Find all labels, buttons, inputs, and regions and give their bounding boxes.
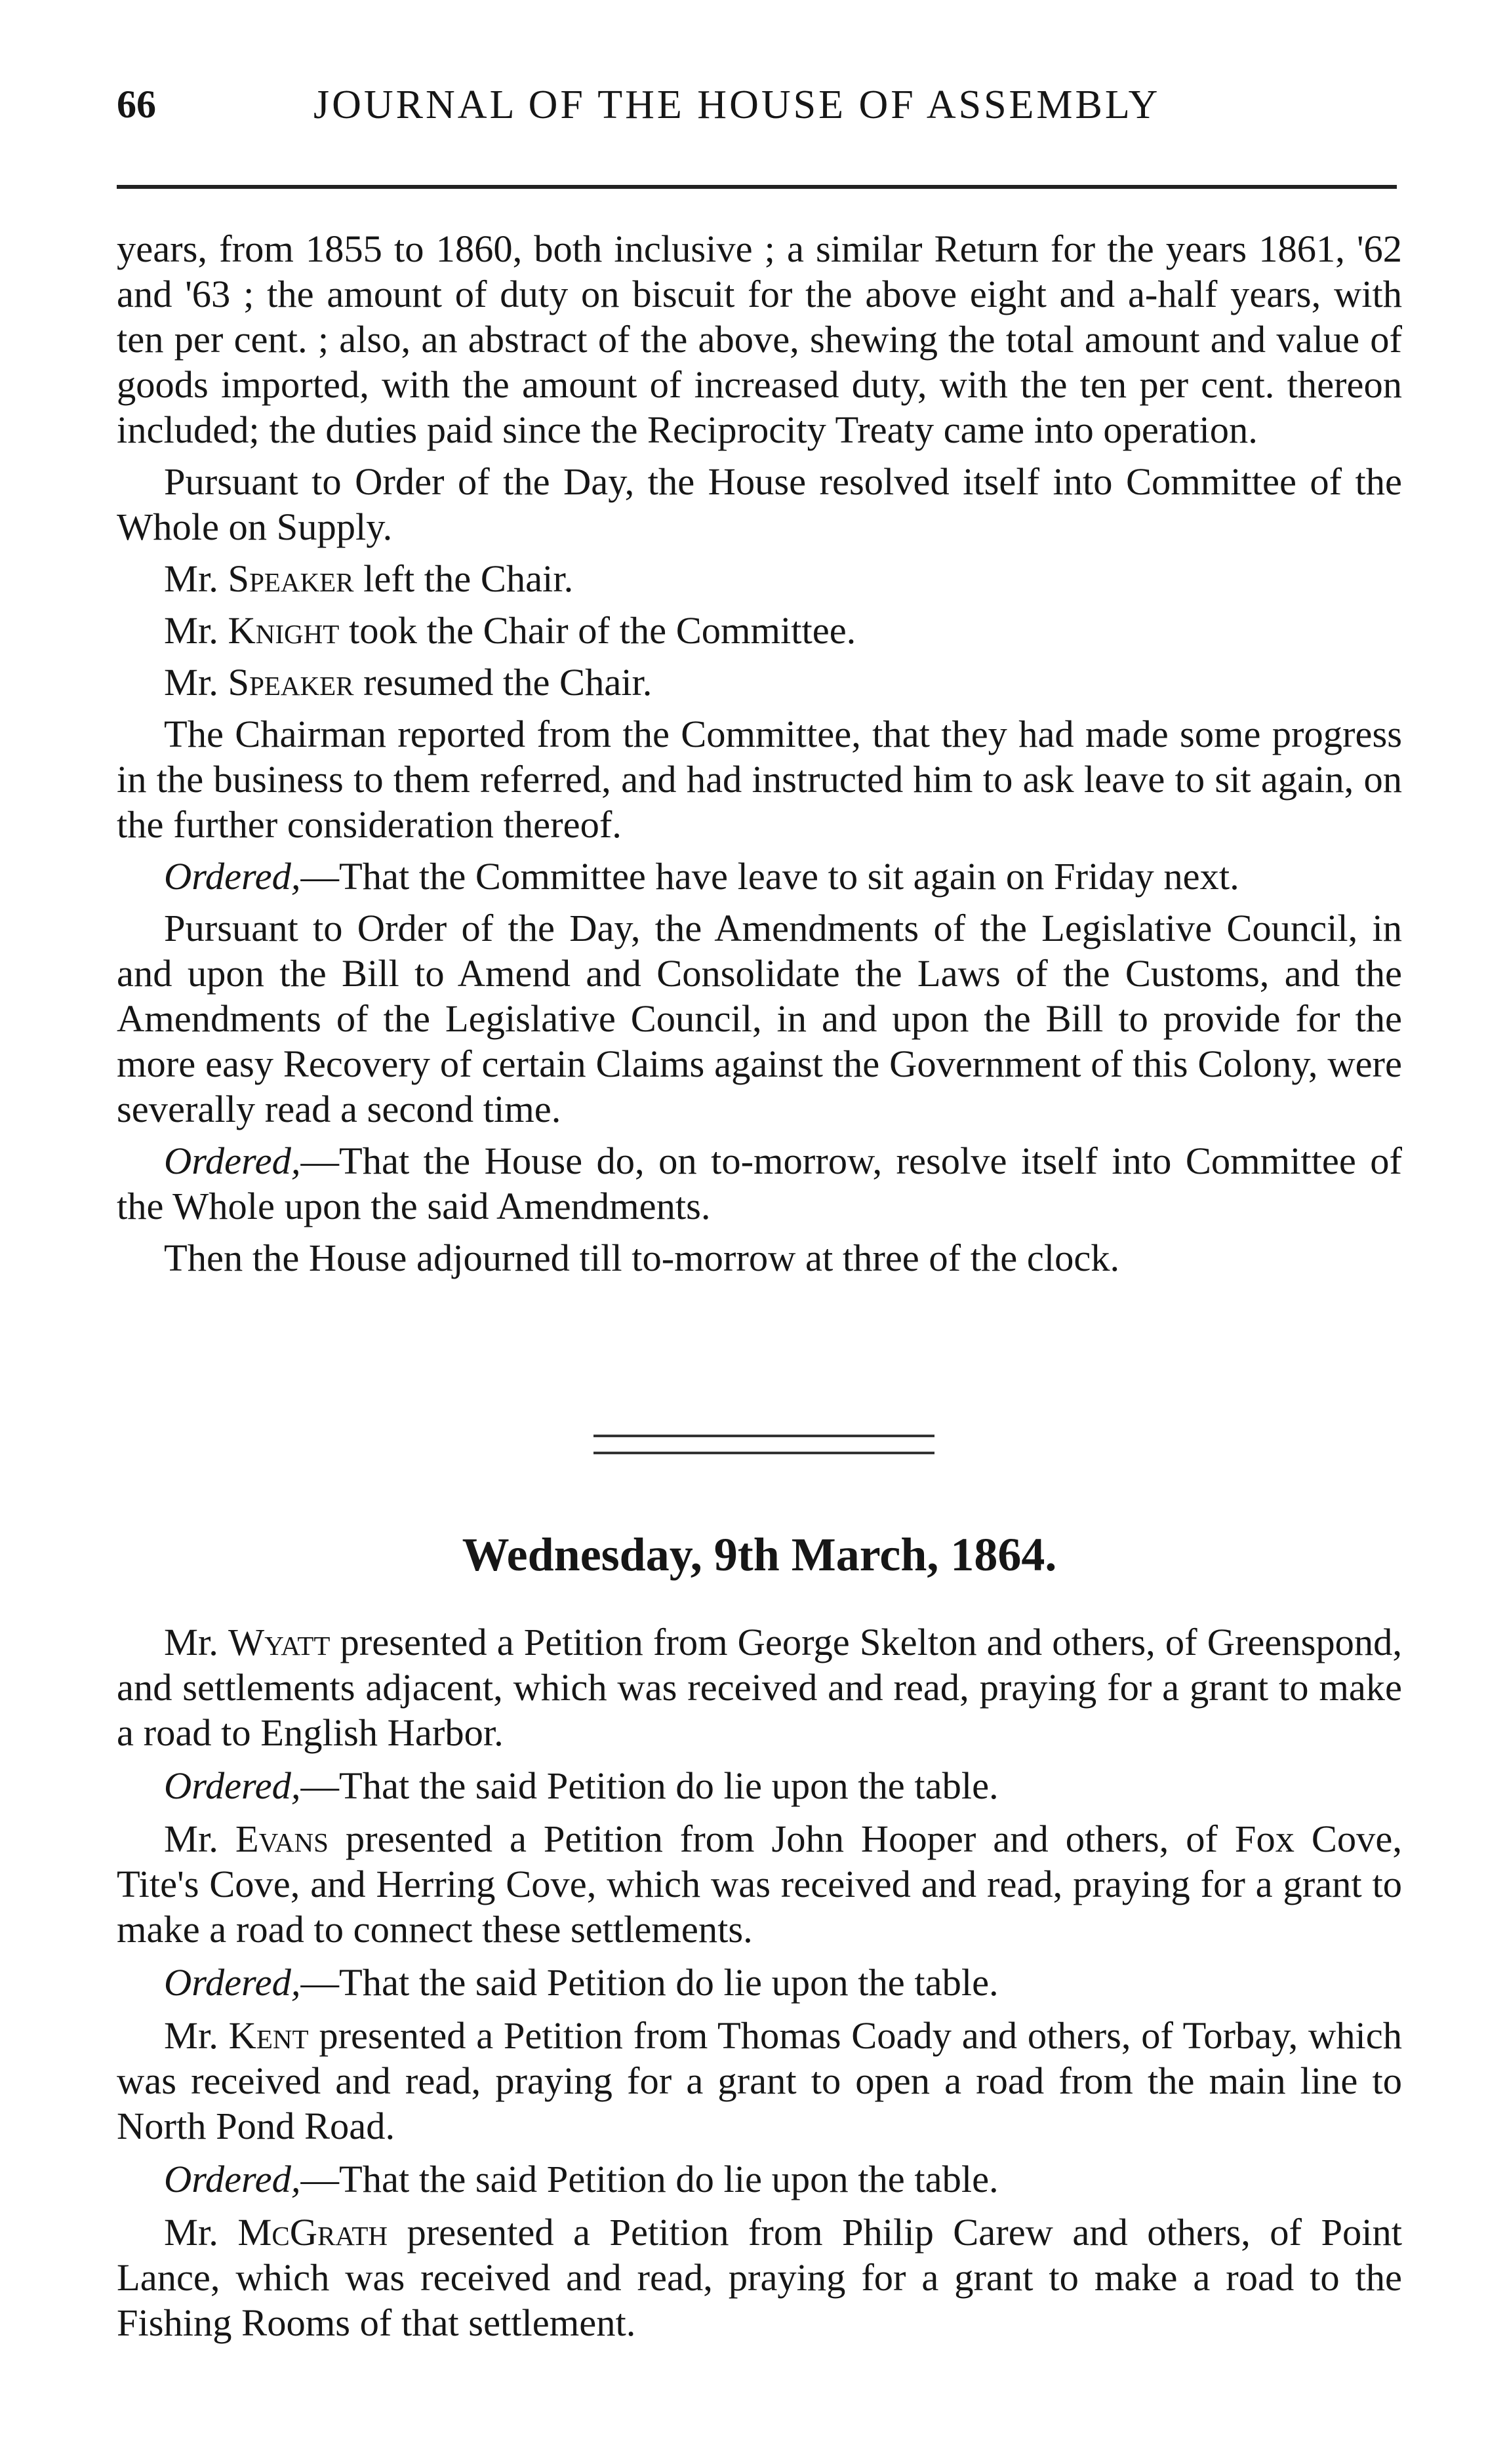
paragraph-text: —That the said Petition do lie upon the table. [300, 1961, 999, 2004]
paragraph-kent-petition [117, 2013, 1402, 2149]
paragraph-adjourned: Then the House adjourned till to-morrow at three of the clock. [164, 1237, 1120, 1279]
paragraph-knight-chair [117, 608, 1402, 653]
ordered-label: Ordered, [164, 2158, 301, 2200]
ordered-label: Ordered, [164, 1764, 301, 1807]
title-prefix: Mr. [164, 2014, 229, 2057]
member-name: Speaker [228, 661, 354, 704]
paragraph-text: presented a Petition from Thomas Coady and others, of Torbay, which was received and read, praying for a grant to open a road from the main line to North Pond Road. [117, 2014, 1402, 2147]
ordered-label: Ordered, [164, 1140, 301, 1182]
member-name: Wyatt [228, 1621, 331, 1663]
paragraph-text: —That the said Petition do lie upon the table. [300, 2158, 999, 2200]
paragraph-text: —That the said Petition do lie upon the table. [300, 1764, 999, 1807]
paragraph-text: —That the Committee have leave to sit again on Friday next. [300, 855, 1239, 898]
title-prefix: Mr. [164, 557, 228, 600]
paragraph-text: presented a Petition from Philip Carew and others, of Point Lance, which was received and read, praying for a grant to make a road to the Fishing Rooms of that settlement. [117, 2211, 1402, 2344]
paragraph-speaker-left [117, 556, 1402, 601]
paragraph-ordered-sit-again [117, 854, 1402, 899]
ordered-label: Ordered, [164, 1961, 301, 2004]
paragraph-text: presented a Petition from George Skelton and others, of Greenspond, and settlements adjacent, which was received and read, praying for a grant to make a road to English Harbor. [117, 1621, 1402, 1754]
paragraph-mcgrath-petition [117, 2210, 1402, 2345]
paragraph-text: presented a Petition from John Hooper and others, of Fox Cove, Tite's Cove, and Herring Cove, which was received and read, praying for a grant to make a road to connect these settlements. [117, 1818, 1402, 1951]
paragraph-return-continuation: years, from 1855 to 1860, both inclusive ; a similar Return for the years 1861, '62 and '63 ; the amount of duty on biscuit for the above eight and a-half years, with ten per cent. ; also, an abstract of the above, shewing the total amount and value of goods imported, with the amount of increased duty, with the ten per cent. thereon included; the duties paid since the Reciprocity Treaty came into operation. [117, 228, 1402, 451]
title-prefix: Mr. [164, 1818, 235, 1860]
date-heading: Wednesday, 9th March, 1864. [462, 1528, 1057, 1581]
member-name: Speaker [228, 557, 354, 600]
paragraph-evans-petition [117, 1816, 1402, 1952]
journal-text-section-2 [117, 1619, 1402, 2353]
paragraph-text: took the Chair of the Committee. [339, 609, 856, 652]
title-prefix: Mr. [164, 2211, 238, 2254]
title-prefix: Mr. [164, 661, 228, 704]
paragraph-amendments: Pursuant to Order of the Day, the Amendments of the Legislative Council, in and upon the Bill to Amend and Consolidate the Laws of the Customs, and the Amendments of the Legislative Council, in and upon the Bill to provide for the more easy Recovery of certain Claims against the Government of this Colony, were severally read a second time. [117, 907, 1402, 1130]
paragraph-ordered-table [117, 2156, 1402, 2202]
title-prefix: Mr. [164, 1621, 228, 1663]
member-name: Knight [228, 609, 340, 652]
running-title: JOURNAL OF THE HOUSE OF ASSEMBLY [313, 83, 1161, 127]
paragraph-committee-supply: Pursuant to Order of the Day, the House resolved itself into Committee of the Whole on Supply. [117, 460, 1402, 548]
header-rule [117, 185, 1397, 189]
paragraph-ordered-committee [117, 1138, 1402, 1229]
paragraph-ordered-table [117, 1960, 1402, 2005]
paragraph-ordered-table [117, 1763, 1402, 1808]
page-header [117, 82, 1402, 141]
member-name: Kent [228, 2014, 309, 2057]
section-divider [593, 1435, 934, 1454]
paragraph-text: left the Chair. [353, 557, 574, 600]
paragraph-text: —That the House do, on to-morrow, resolve itself into Committee of the Whole upon the said Amendments. [117, 1140, 1402, 1227]
member-name: Evans [235, 1818, 329, 1860]
page-number: 66 [117, 83, 156, 126]
paragraph-speaker-resumed [117, 660, 1402, 705]
paragraph-wyatt-petition [117, 1619, 1402, 1755]
journal-text-section-1 [117, 226, 1402, 1287]
paragraph-text: resumed the Chair. [353, 661, 653, 704]
title-prefix: Mr. [164, 609, 228, 652]
ordered-label: Ordered, [164, 855, 301, 898]
paragraph-chairman-report: The Chairman reported from the Committee, that they had made some progress in the business to them referred, and had instructed him to ask leave to sit again, on the further consideration thereof. [117, 713, 1402, 846]
member-name: McGrath [237, 2211, 388, 2254]
